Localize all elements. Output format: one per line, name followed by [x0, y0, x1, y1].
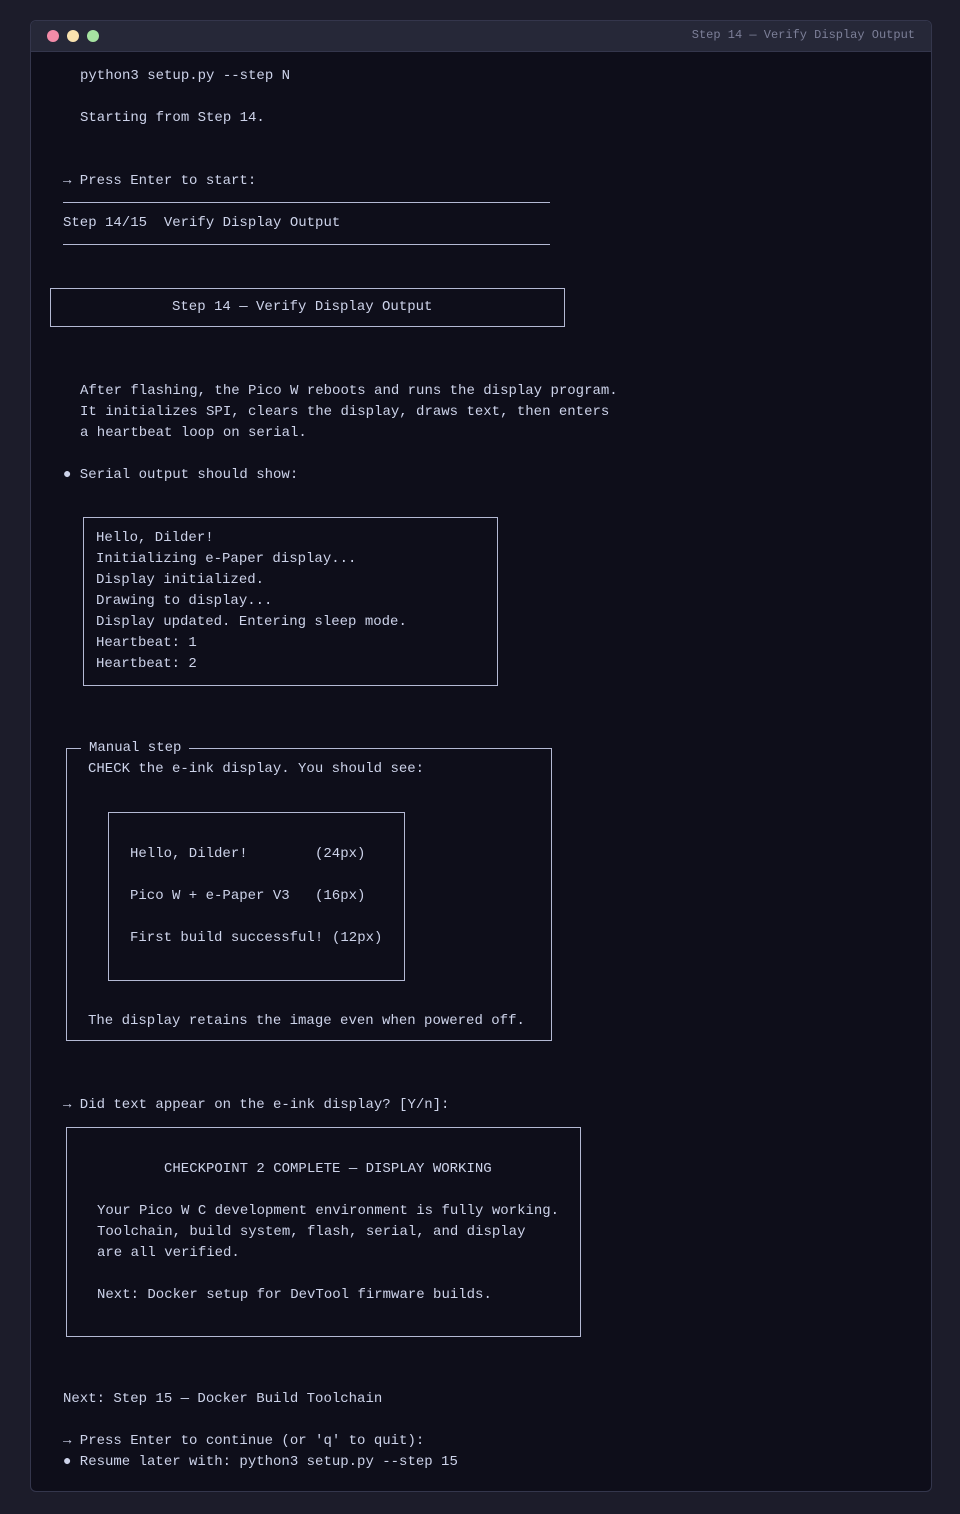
divider: [63, 244, 550, 245]
manual-instruction: CHECK the e-ink display. You should see:: [88, 761, 425, 777]
manual-step-title: Manual step: [81, 738, 189, 758]
step-title: Step 14 — Verify Display Output: [172, 299, 433, 315]
serial-line: Drawing to display...: [96, 593, 273, 609]
serial-line: Hello, Dilder!: [96, 530, 214, 546]
checkpoint-box: [66, 1127, 581, 1337]
eink-line-size: (24px): [315, 846, 366, 862]
checkpoint-line: are all verified.: [97, 1245, 240, 1261]
step-title-box: [50, 288, 565, 327]
start-prompt[interactable]: → Press Enter to start:: [63, 173, 257, 189]
checkpoint-next: Next: Docker setup for DevTool firmware builds.: [97, 1287, 492, 1303]
description-line: a heartbeat loop on serial.: [80, 425, 307, 441]
serial-line: Initializing e-Paper display...: [96, 551, 357, 567]
command-line: python3 setup.py --step N: [80, 68, 291, 84]
next-step: Next: Step 15 — Docker Build Toolchain: [63, 1391, 383, 1407]
serial-line: Display updated. Entering sleep mode.: [96, 614, 407, 630]
divider: [63, 202, 550, 203]
minimize-button[interactable]: [67, 30, 79, 42]
serial-output-box: [83, 517, 498, 686]
serial-line: Display initialized.: [96, 572, 265, 588]
step-label: Step 14/15 Verify Display Output: [63, 215, 341, 231]
checkpoint-title: CHECKPOINT 2 COMPLETE — DISPLAY WORKING: [164, 1161, 492, 1177]
eink-line-text: First build successful!: [130, 930, 324, 946]
manual-step-box: [66, 740, 552, 1041]
serial-line: Heartbeat: 1: [96, 635, 197, 651]
eink-line-text: Hello, Dilder!: [130, 846, 248, 862]
close-button[interactable]: [47, 30, 59, 42]
checkpoint-line: Your Pico W C development environment is fully working.: [97, 1203, 560, 1219]
confirm-prompt[interactable]: → Did text appear on the e-ink display? [Y/n]:: [63, 1097, 450, 1113]
manual-note: The display retains the image even when powered off.: [88, 1013, 525, 1029]
serial-bullet: ● Serial output should show:: [63, 467, 299, 483]
description-line: It initializes SPI, clears the display, draws text, then enters: [80, 404, 610, 420]
serial-line: Heartbeat: 2: [96, 656, 197, 672]
title-bar: [31, 21, 931, 52]
continue-prompt[interactable]: → Press Enter to continue (or 'q' to quit):: [63, 1433, 425, 1449]
checkpoint-line: Toolchain, build system, flash, serial, and display: [97, 1224, 526, 1240]
eink-line-size: (12px): [332, 930, 383, 946]
starting-text: Starting from Step 14.: [80, 110, 265, 126]
eink-preview-box: [108, 812, 405, 981]
maximize-button[interactable]: [87, 30, 99, 42]
window-title: Step 14 — Verify Display Output: [691, 28, 915, 42]
resume-hint: ● Resume later with: python3 setup.py --step 15: [63, 1454, 458, 1470]
eink-line-text: Pico W + e-Paper V3: [130, 888, 290, 904]
description-line: After flashing, the Pico W reboots and runs the display program.: [80, 383, 618, 399]
eink-line-size: (16px): [315, 888, 366, 904]
